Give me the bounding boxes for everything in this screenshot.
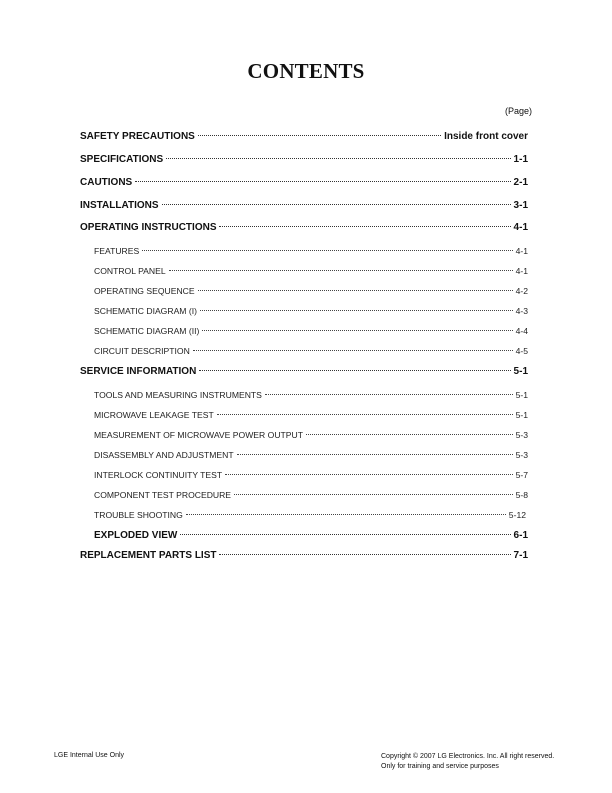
dot-leader <box>306 434 513 435</box>
toc-entry-page: 5-1 <box>515 410 528 420</box>
toc-entry-service-information[interactable] <box>80 366 528 380</box>
dot-leader <box>198 135 441 136</box>
toc-entry-page: 5-12 <box>508 510 526 520</box>
toc-entry-tools-and-measuring-instruments[interactable] <box>94 390 528 404</box>
toc-entry-label: SERVICE INFORMATION <box>80 366 197 377</box>
toc-entry-label: INTERLOCK CONTINUITY TEST <box>94 470 223 480</box>
toc-entry-exploded-view[interactable] <box>94 530 528 544</box>
dot-leader <box>225 474 512 475</box>
toc-entry-circuit-description[interactable] <box>94 346 528 360</box>
dot-leader <box>217 414 513 415</box>
footer-internal-use: LGE Internal Use Only <box>54 752 125 759</box>
footer-purpose: Only for training and service purposes <box>381 763 499 770</box>
toc-entry-label: SCHEMATIC DIAGRAM (II) <box>94 326 200 336</box>
toc-entry-label: OPERATING INSTRUCTIONS <box>80 222 217 233</box>
toc-entry-operating-instructions[interactable] <box>80 222 528 236</box>
toc-entry-page: 5-3 <box>515 430 528 440</box>
toc-entry-page: 4-1 <box>513 222 528 233</box>
dot-leader <box>265 394 513 395</box>
toc-entry-interlock-continuity-test[interactable] <box>94 470 528 484</box>
toc-entry-label: CAUTIONS <box>80 177 133 188</box>
toc-entry-component-test-procedure[interactable] <box>94 490 528 504</box>
toc-entry-disassembly-and-adjustment[interactable] <box>94 450 528 464</box>
toc-entry-page: 5-8 <box>515 490 528 500</box>
toc-entry-control-panel[interactable] <box>94 266 528 280</box>
dot-leader <box>199 370 510 371</box>
toc-entry-trouble-shooting[interactable] <box>94 510 526 524</box>
page-title: CONTENTS <box>247 59 365 83</box>
toc-entry-measurement-of-microwave-power-output[interactable] <box>94 430 528 444</box>
dot-leader <box>193 350 513 351</box>
toc-entry-label: DISASSEMBLY AND ADJUSTMENT <box>94 450 234 460</box>
toc-entry-label: SAFETY PRECAUTIONS <box>80 131 195 142</box>
toc-entry-label: TOOLS AND MEASURING INSTRUMENTS <box>94 390 262 400</box>
toc-entry-page: 5-7 <box>515 470 528 480</box>
toc-entry-label: INSTALLATIONS <box>80 200 159 211</box>
dot-leader <box>234 494 513 495</box>
toc-entry-label: FEATURES <box>94 246 140 256</box>
toc-entry-label: COMPONENT TEST PROCEDURE <box>94 490 232 500</box>
toc-entry-installations[interactable] <box>80 200 528 214</box>
footer-copyright: Copyright © 2007 LG Electronics. Inc. All right reserved. <box>381 753 555 760</box>
page-column-label: (Page) <box>504 106 532 116</box>
dot-leader <box>219 554 510 555</box>
toc-entry-page: 2-1 <box>513 177 528 188</box>
toc-entry-page: 4-1 <box>515 246 528 256</box>
toc-entry-label: SCHEMATIC DIAGRAM (I) <box>94 306 197 316</box>
toc-entry-label: MEASUREMENT OF MICROWAVE POWER OUTPUT <box>94 430 303 440</box>
toc-entry-safety-precautions[interactable] <box>80 131 528 145</box>
dot-leader <box>180 534 510 535</box>
toc-entry-page: 4-1 <box>515 266 528 276</box>
toc-entry-page: 4-5 <box>515 346 528 356</box>
toc-entry-page: 5-3 <box>515 450 528 460</box>
dot-leader <box>219 226 510 227</box>
dot-leader <box>198 290 513 291</box>
toc-entry-label: CIRCUIT DESCRIPTION <box>94 346 190 356</box>
toc-entry-page: 3-1 <box>513 200 528 211</box>
footer-copyright-block <box>381 752 554 772</box>
toc-entry-page: 7-1 <box>513 550 528 561</box>
dot-leader <box>135 181 510 182</box>
toc-entry-page: 1-1 <box>513 154 528 165</box>
dot-leader <box>169 270 513 271</box>
toc-entry-specifications[interactable] <box>80 154 528 168</box>
toc-entry-page: 4-2 <box>515 286 528 296</box>
dot-leader <box>142 250 512 251</box>
toc-entry-label: MICROWAVE LEAKAGE TEST <box>94 410 214 420</box>
toc-entry-schematic-diagram-1[interactable] <box>94 306 528 320</box>
dot-leader <box>162 204 511 205</box>
toc-entry-label: CONTROL PANEL <box>94 266 166 276</box>
toc-entry-page: 5-1 <box>515 390 528 400</box>
toc-entry-label: EXPLODED VIEW <box>94 530 178 541</box>
dot-leader <box>200 310 513 311</box>
toc-entry-page: Inside front cover <box>444 131 528 142</box>
toc-entry-schematic-diagram-2[interactable] <box>94 326 528 340</box>
toc-entry-replacement-parts-list[interactable] <box>80 550 528 564</box>
toc-entry-label: SPECIFICATIONS <box>80 154 164 165</box>
toc-entry-label: TROUBLE SHOOTING <box>94 510 183 520</box>
toc-entry-page: 6-1 <box>513 530 528 541</box>
toc-entry-label: OPERATING SEQUENCE <box>94 286 195 296</box>
toc-entry-label: REPLACEMENT PARTS LIST <box>80 550 217 561</box>
dot-leader <box>186 514 506 515</box>
toc-entry-page: 5-1 <box>513 366 528 377</box>
toc-entry-page: 4-4 <box>515 326 528 336</box>
dot-leader <box>166 158 510 159</box>
toc-entry-cautions[interactable] <box>80 177 528 191</box>
dot-leader <box>237 454 513 455</box>
dot-leader <box>202 330 512 331</box>
toc-entry-microwave-leakage-test[interactable] <box>94 410 528 424</box>
toc-entry-operating-sequence[interactable] <box>94 286 528 300</box>
toc-entry-page: 4-3 <box>515 306 528 316</box>
toc-entry-features[interactable] <box>94 246 528 260</box>
